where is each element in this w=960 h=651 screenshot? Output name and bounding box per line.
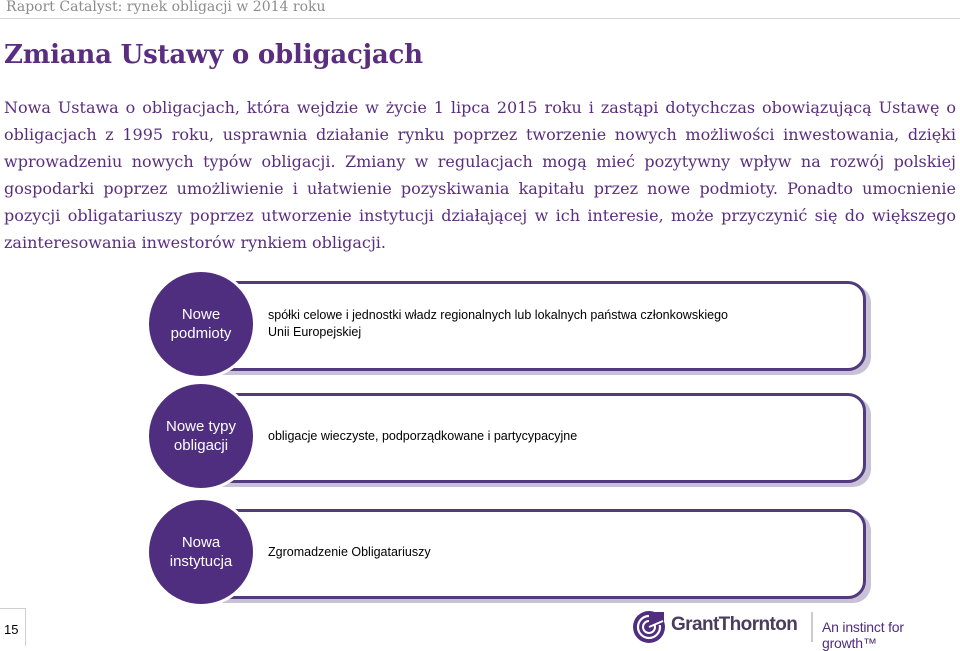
grant-thornton-logo bbox=[632, 610, 952, 651]
item-label: Nowe typy obligacji bbox=[165, 418, 237, 454]
logo-wordmark: GrantThornton bbox=[671, 614, 798, 635]
grant-thornton-mark-icon bbox=[632, 610, 666, 644]
intro-paragraph bbox=[4, 94, 956, 256]
logo-tagline: An instinct for growth™ bbox=[822, 619, 904, 651]
item-description: Zgromadzenie Obligatariuszy bbox=[268, 544, 431, 559]
intro-text: Nowa Ustawa o obligacjach, która wejdzie w życie 1 lipca 2015 roku i zastąpi dotychczas obowiązującą Ustawę o obligacjach z 1995 roku, usprawnia działanie rynku poprzez tworzenie nowych możliwości inwestowania, dzięki wprowadzeniu nowych typów obligacji. bbox=[4, 98, 956, 171]
item-circle-badge bbox=[146, 269, 256, 379]
list-item-new-institution bbox=[146, 497, 866, 607]
item-description: obligacje wieczyste, podporządkowane i partycypacyjne bbox=[268, 428, 578, 443]
item-label: Nowa instytucja bbox=[169, 534, 233, 570]
list-item-new-bond-types bbox=[146, 381, 866, 491]
page-number: 15 bbox=[4, 622, 19, 637]
page-title: Zmiana Ustawy o obligacjach bbox=[4, 40, 423, 70]
item-description: spółki celowe i jednostki władz regionalnych lub lokalnych państwa członkowskiego Unii Europejskiej bbox=[268, 308, 728, 339]
list-item-new-entities bbox=[146, 269, 866, 379]
header-divider bbox=[0, 18, 960, 19]
page-number-box bbox=[0, 608, 26, 646]
logo-divider bbox=[811, 612, 813, 642]
item-circle-badge bbox=[146, 497, 256, 607]
item-label: Nowe podmioty bbox=[170, 306, 232, 342]
intro-text-continued: Zmiany w regulacjach mogą mieć pozytywny wpływ na rozwój polskiej gospodarki poprzez umożliwienie i ułatwienie pozyskiwania kapitału przez nowe podmioty. Ponadto umocnienie pozycji obligatariuszy poprzez utworzenie instytucji działającej w ich interesie, może przyczynić się do większego zainteresowania inwestorów rynkiem obligacji. bbox=[4, 152, 957, 252]
item-circle-badge bbox=[146, 381, 256, 491]
report-header-title: Raport Catalyst: rynek obligacji w 2014 roku bbox=[6, 0, 326, 15]
